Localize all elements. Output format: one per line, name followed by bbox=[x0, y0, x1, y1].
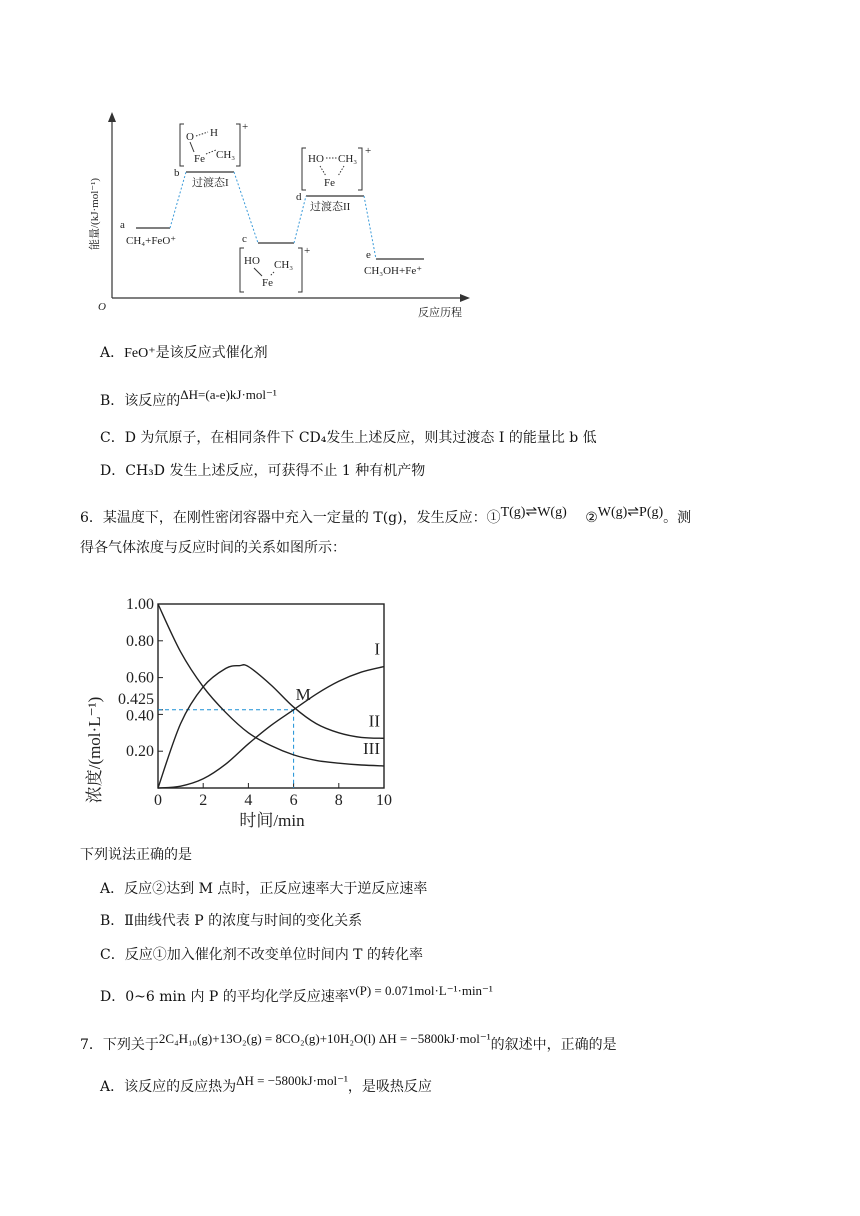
point-a: a bbox=[120, 219, 125, 231]
series-II-line bbox=[158, 665, 384, 788]
q6-stem-line2: 得各气体浓度与反应时间的关系如图所示： bbox=[80, 540, 346, 556]
q5-option-a: A．FeO⁺是该反应式催化剂 bbox=[100, 345, 268, 361]
energy-x-axis-label: 反应历程 bbox=[418, 307, 462, 319]
svg-text:HO: HO bbox=[244, 255, 260, 267]
q6-option-a: A．反应②达到 M 点时，正反应速率大于逆反应速率 bbox=[100, 881, 428, 897]
y-tick-label: 0.425 bbox=[118, 690, 154, 708]
species-e: CH₃OH+Fe⁺ bbox=[364, 265, 423, 277]
x-tick-label: 4 bbox=[244, 792, 253, 809]
series-III-label: III bbox=[363, 738, 380, 758]
svg-text:CH₃: CH₃ bbox=[216, 149, 236, 161]
x-tick-label: 2 bbox=[199, 792, 208, 809]
chart-ylabel: 浓度/(mol·L⁻¹) bbox=[85, 696, 104, 804]
ts1-structure bbox=[180, 121, 248, 166]
point-e: e bbox=[366, 249, 371, 261]
species-ts1: 过渡态I bbox=[192, 177, 229, 189]
q5-option-d: D．CH₃D 发生上述反应，可获得不止 1 种有机产物 bbox=[100, 463, 426, 479]
point-c: c bbox=[242, 233, 247, 245]
chart-frame bbox=[158, 604, 384, 788]
concentration-chart bbox=[80, 590, 410, 835]
y-tick-label: 0.40 bbox=[126, 707, 154, 725]
x-tick-label: 0 bbox=[154, 792, 162, 809]
x-tick-label: 6 bbox=[289, 792, 298, 809]
q5-option-c: C．D 为氘原子，在相同条件下 CD₄发生上述反应，则其过渡态 I 的能量比 b 低 bbox=[100, 430, 597, 446]
svg-text:H: H bbox=[210, 127, 218, 139]
svg-text:Fe: Fe bbox=[262, 277, 273, 289]
ts2-structure bbox=[302, 145, 371, 190]
point-m-label: M bbox=[295, 684, 311, 704]
svg-text:+: + bbox=[304, 245, 311, 257]
svg-text:Fe: Fe bbox=[324, 177, 335, 189]
series-II-label: II bbox=[368, 711, 380, 731]
x-tick-label: 10 bbox=[376, 792, 392, 809]
svg-text:CH₃: CH₃ bbox=[274, 259, 294, 271]
energy-diagram bbox=[88, 110, 488, 325]
y-tick-label: 0.60 bbox=[126, 669, 154, 687]
point-d: d bbox=[296, 191, 302, 203]
q6-option-d: D．0~6 min 内 P 的平均化学反应速率v(P) = 0.071mol·L⁻¹·min⁻¹ bbox=[100, 983, 493, 1005]
svg-text:CH₃: CH₃ bbox=[338, 153, 358, 165]
svg-text:+: + bbox=[242, 121, 249, 133]
species-ts2: 过渡态II bbox=[310, 201, 351, 213]
svg-text:O: O bbox=[186, 131, 194, 143]
series-I-label: I bbox=[374, 639, 380, 659]
y-tick-label: 0.80 bbox=[126, 632, 154, 650]
y-tick-label: 1.00 bbox=[126, 596, 154, 613]
svg-text:HO: HO bbox=[308, 153, 324, 165]
q6-stem-line1: 6．某温度下，在刚性密闭容器中充入一定量的 T(g)，发生反应：①T(g)⇌W(g) ②W(g)⇌P(g)。测 bbox=[80, 505, 692, 526]
species-a: CH₄+FeO⁺ bbox=[126, 235, 177, 247]
q5-option-b: B．该反应的ΔH=(a-e)kJ·mol⁻¹ bbox=[100, 387, 277, 409]
q6-option-b: B．Ⅱ曲线代表 P 的浓度与时间的变化关系 bbox=[100, 913, 363, 929]
energy-y-arrow bbox=[108, 112, 116, 122]
q7-stem: 7．下列关于2C₄H₁₀(g)+13O₂(g) = 8CO₂(g)+10H₂O(l) ΔH = −5800kJ·mol⁻¹的叙述中，正确的是 bbox=[80, 1031, 617, 1053]
c-structure bbox=[240, 245, 310, 292]
point-b: b bbox=[174, 167, 180, 179]
q7-option-a: A．该反应的反应热为ΔH = −5800kJ·mol⁻¹，是吸热反应 bbox=[100, 1073, 432, 1095]
svg-text:Fe: Fe bbox=[194, 153, 205, 165]
svg-text:+: + bbox=[365, 145, 372, 157]
x-tick-label: 8 bbox=[334, 792, 343, 809]
q6-prompt: 下列说法正确的是 bbox=[80, 847, 192, 863]
energy-y-axis-label: 能量/(kJ·mol⁻¹) bbox=[89, 177, 101, 250]
energy-origin: O bbox=[98, 301, 106, 313]
energy-x-arrow bbox=[460, 294, 470, 302]
chart-xlabel: 时间/min bbox=[239, 811, 305, 830]
q6-option-c: C．反应①加入催化剂不改变单位时间内 T 的转化率 bbox=[100, 947, 423, 963]
y-tick-label: 0.20 bbox=[126, 743, 154, 761]
